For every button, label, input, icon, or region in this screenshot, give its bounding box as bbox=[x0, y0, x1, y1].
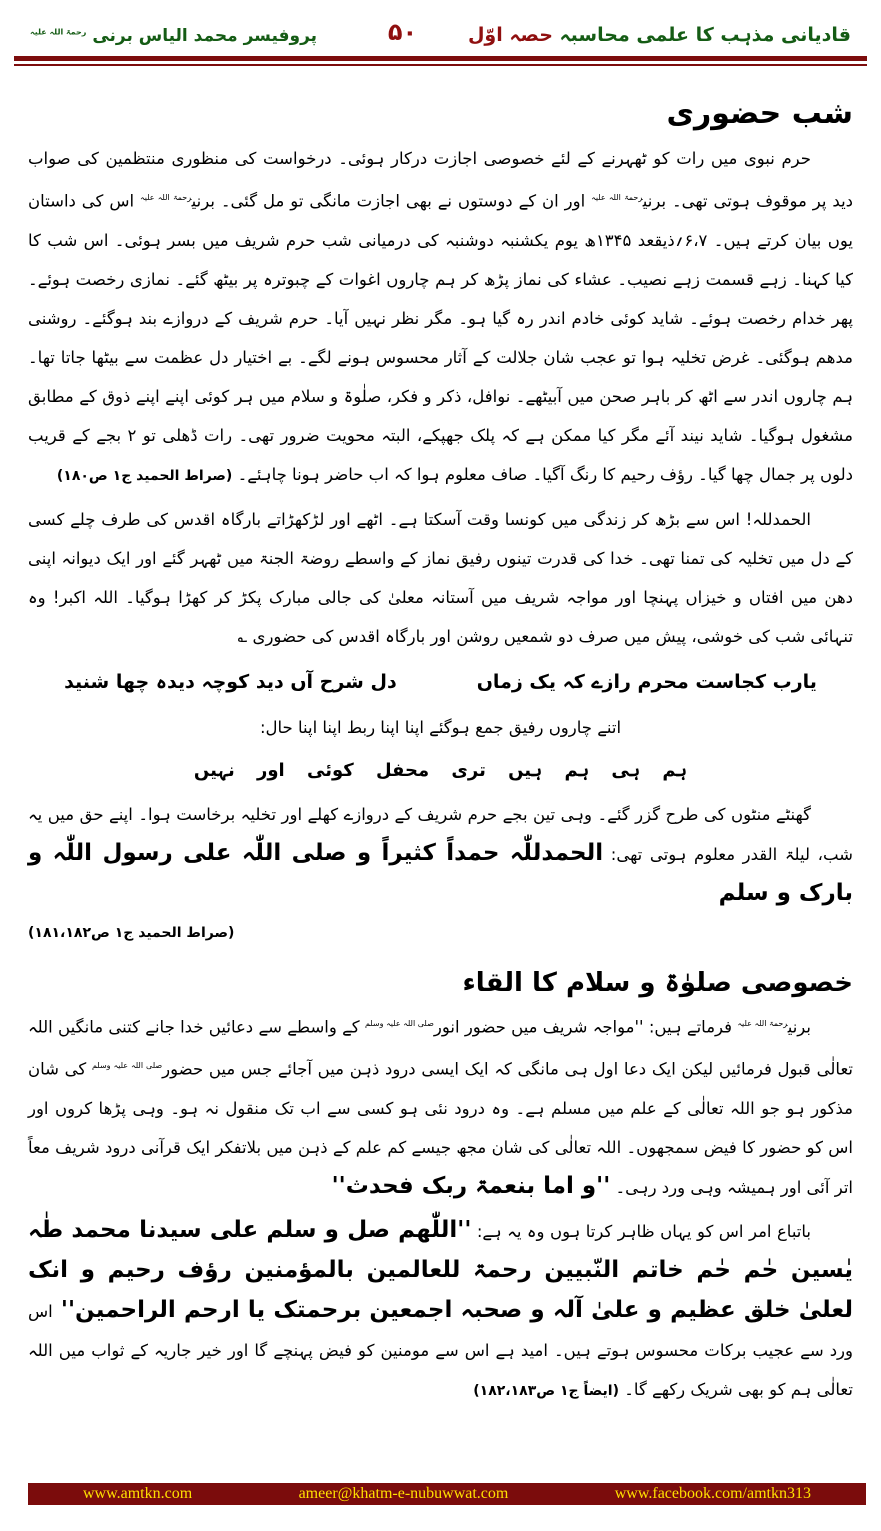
book-title-text: قادیانی مذہب کا علمی محاسبہ bbox=[559, 24, 851, 46]
paragraph-durood-text: باتباع امر اس کو یہاں ظاہر کرتا ہوں وہ یہ ہے: ''اللّٰھم صل و سلم علی سیدنا محمد طٰہ یٰسین حٰم حٰم خاتم النّبیین رحمۃ للعالمین بالمؤمنین رؤف رحیم و انک لعلیٰ خلق عظیم و علیٰ آلہ و صحبہ اجمعین برحمتک یا ارحم الراحمین'' اس ورد سے عجیب برکات محسوس ہوتے ہیں۔ امید ہے اس سے مومنین کو فیض پہنچے گا اور خیر جاریہ کے ثواب میں اللہ تعالٰی ہم کو بھی شریک رکھے گا۔ (ایضاً ج۱ ص۱۸۲،۱۸۳) bbox=[28, 1216, 853, 1399]
author-name-text: پروفیسر محمد الیاس برنی bbox=[92, 26, 318, 46]
paragraph-alhamdulillah: الحمدللہ! اس سے بڑھ کر زندگی میں کونسا وقت آسکتا ہے۔ اٹھے اور لڑکھڑاتے بارگاہ اقدس کی طرف چلے کسی کے دل میں تخلیہ کی تمنا تھی۔ خدا کی قدرت تینوں رفیق نماز کے واسطے روضۃ الجنۃ میں ٹھہر گئے اور ایک دیوانہ اپنی دھن میں افتاں و خیزاں پہنچا اور مواجہ شریف میں آستانہ معلیٰ کی جالی مبارک پکڑ کر کھڑا ہوگیا۔ اللہ اکبر! وہ تنہائی شب کی خوشی، پیش میں صرف دو شمعیں روشن اور بارگاہ اقدس کی حضوری ؎ bbox=[28, 509, 853, 646]
page-number: ۵۰ bbox=[387, 18, 418, 46]
footer-bar bbox=[28, 1483, 866, 1505]
page-header bbox=[0, 0, 881, 50]
section-heading-shab-huzoori: شب حضوری bbox=[666, 96, 853, 131]
header-double-rule bbox=[14, 56, 867, 66]
footer-link-website[interactable]: www.amtkn.com bbox=[83, 1485, 193, 1502]
citation-sirat-181-182: (صراط الحمید ج۱ ص۱۸۱،۱۸۲) bbox=[28, 924, 235, 941]
book-title bbox=[468, 24, 851, 46]
page-content bbox=[0, 66, 881, 1411]
footer-link-email[interactable]: ameer@khatm-e-nubuwwat.com bbox=[298, 1485, 509, 1502]
author-name bbox=[30, 26, 317, 46]
paragraph-night-stay: حرم نبوی میں رات کو ٹھہرنے کے لئے خصوصی اجازت درکار ہوئی۔ درخواست کی منظوری منتظمین کی صواب دید پر موقوف ہوتی تھی۔ برنی$^{رحمۃ اللہ علیہ}$ اور ان کے دوستوں نے بھی اجازت مانگی تو مل گئی۔ برنی$^{رحمۃ اللہ علیہ}$ اس کی داستان یوں بیان کرتے ہیں۔ ۶،۷؍ذیقعد ۱۳۴۵ھ یوم یکشنبہ دوشنبہ کی درمیانی شب حرم شریف میں بسر ہوئی۔ اس شب کا کیا کہنا۔ زہے قسمت زہے نصیب۔ عشاء کی نماز پڑھ کر ہم چاروں اغوات کے چبوترہ پر بیٹھ گئے۔ نمازی رخصت ہوئے۔ پھر خدام رخصت ہوئے۔ شاید کوئی خادم اندر رہ گیا ہو۔ مگر نظر نہیں آیا۔ حرم شریف کے دروازے بند ہوگئے۔ روشنی مدھم ہوگئی۔ غرض تخلیہ ہوا تو عجب شان جلالت کے آثار محسوس ہونے لگے۔ بے اختیار دل عظمت سے بیٹھا جاتا تھا۔ ہم چاروں اندر سے اٹھ کر باہر صحن میں آبیٹھے۔ نوافل، ذکر و فکر، صلٰوۃ و سلام میں ہر کوئی اپنے اپنے ذوق کے مطابق مشغول ہوگیا۔ شاید نیند آئے مگر کیا ممکن ہے کہ پلک جھپکے، البتہ محویت ضرور تھی۔ رات ڈھلی تو ۲ بجے کے قریب دلوں پر جمال چھا گیا۔ رؤف رحیم کا رنگ آگیا۔ صاف معلوم ہوا کہ اب حاضر ہونا چاہئے۔ (صراط الحمید ج۱ ص۱۸۰) bbox=[28, 149, 854, 484]
part-label: حصہ اوّل bbox=[467, 24, 553, 46]
urdu-verse: ہم ہی ہم ہیں تری محفل کوئی اور نہیں bbox=[193, 759, 688, 781]
author-honorific: رحمۃ اللہ علیہ bbox=[30, 27, 87, 37]
couplet-first-hemistich: یارب کجاست محرم رازے کہ یک زماں bbox=[476, 670, 817, 693]
footer-link-facebook[interactable]: www.facebook.com/amtkn313 bbox=[614, 1485, 811, 1502]
rafiq-line: اتنے چاروں رفیق جمع ہوگئے اپنا اپنا ربط اپنا اپنا حال: bbox=[259, 717, 622, 737]
couplet-second-hemistich: دل شرح آں دید کوچہ دیدہ چھا شنید bbox=[64, 670, 397, 693]
section-heading-khususi-salat: خصوصی صلوٰۃ و سلام کا القاء bbox=[462, 967, 853, 998]
persian-couplet bbox=[28, 662, 853, 702]
paragraph-hours-passed: گھنٹے منٹوں کی طرح گزر گئے۔ وہی تین بجے حرم شریف کے دروازے کھلے اور تخلیہ برخاست ہوا۔ اپنے حق میں یہ شب، لیلۃ القدر معلوم ہوتی تھی: الحمدللّٰہ حمداً کثیراً و صلی اللّٰہ علی رسول اللّٰہ و بارک و سلم bbox=[28, 804, 854, 906]
paragraph-barni-says: برنی$^{رحمۃ اللہ علیہ}$ فرماتے ہیں: ''مواجہ شریف میں حضور انور$^{صلی اللہ علیہ وسلم}$ کے واسطے سے دعائیں خدا جانے کتنی مانگیں اللہ تعالٰی قبول فرمائیں لیکن ایک دعا اول ہی مانگی کہ ایک ایسی درود ذہن میں آجائے جس میں حضور$^{صلی اللہ علیہ وسلم}$ کی شان مذکور ہو جو اللہ تعالٰی کے علم میں مسلم ہے۔ وہ درود نئی ہو کسی سے اب تک منقول نہ ہو۔ وہی پڑھا کروں اور اس کو حضور کا فیض سمجھوں۔ اللہ تعالٰی کی شان مجھ جیسے کم علم کے ذہن میں بلاتفکر ایک قرآنی درود شریف معاً اتر آئی اور ہمیشہ وہی ورد رہی۔ ''و اما بنعمۃ ربک فحدث'' bbox=[28, 1017, 853, 1199]
